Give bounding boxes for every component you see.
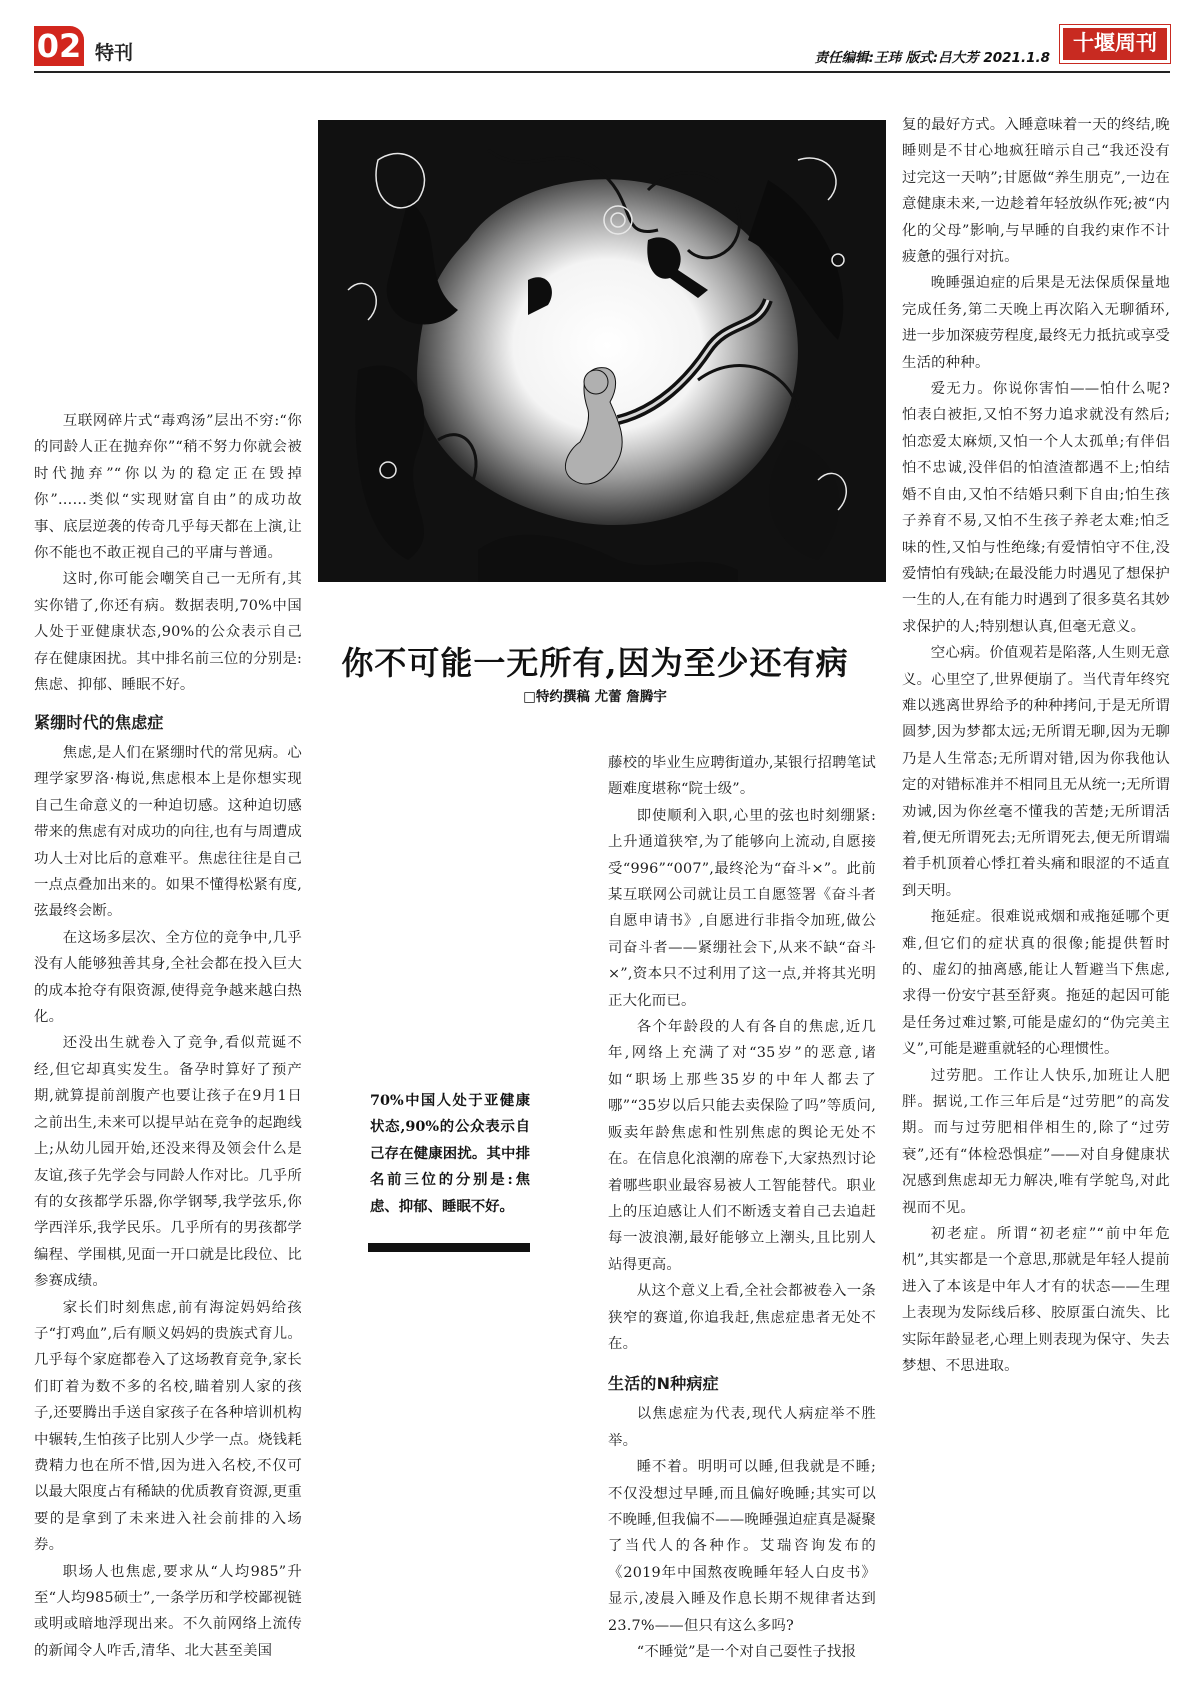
- col1-paragraph-2: 在这场多层次、全方位的竞争中,几乎没有人能够独善其身,全社会都在投入巨大的成本抢夺有限资源,使得竞争越来越白热化。: [34, 929, 302, 1026]
- col3-paragraph-3: 爱无力。你说你害怕——怕什么呢?怕表白被拒,又怕不努力追求就没有然后;怕恋爱太麻烦,又怕一个人太孤单;有伴侣怕不忠诚,没伴侣的怕渣渣都遇不上;怕结婚不自由,又怕不结婚只剩下自由;怕生孩子养育不易,又怕不生孩子养老太难;怕乏味的性,又怕与性绝缘;有爱情怕守不住,没爱情怕有残缺;在最没能力时遇见了想保护一生的人,在有能力时遇到了很多莫名其妙求保护的人;特别想认真,但毫无意义。: [902, 381, 1170, 635]
- section-heading-anxiety: 紧绷时代的焦虑症: [34, 713, 164, 732]
- column-2: [608, 750, 876, 1665]
- column-3: [902, 112, 1170, 1380]
- pull-quote-bar: [368, 1243, 530, 1252]
- section-heading-symptoms: 生活的N种病症: [608, 1374, 719, 1394]
- col2-paragraph-1: 藤校的毕业生应聘街道办,某银行招聘笔试题难度堪称“院士级”。: [608, 755, 876, 798]
- col3-paragraph-7: 初老症。所谓“初老症”“前中年危机”,其实都是一个意思,那就是年轻人提前进入了本该是中年人才有的状态——生理上表现为发际线后移、胶原蛋白流失、比实际年龄显老,心理上则表现为保守、失去梦想、不思进取。: [902, 1226, 1170, 1375]
- col1-paragraph-5: 职场人也焦虑,要求从“人均985”升至“人均985硕士”,一条学历和学校鄙视链或明或暗地浮现出来。不久前网络上流传的新闻令人咋舌,清华、北大甚至美国: [34, 1563, 302, 1659]
- illustration-graphic: [318, 120, 886, 582]
- pull-quote: 70%中国人处于亚健康状态,90%的公众表示自己存在健康困扰。其中排名前三位的分别是:焦虑、抑郁、睡眠不好。: [370, 1092, 530, 1215]
- col2-paragraph-3: 各个年龄段的人有各自的焦虑,近几年,网络上充满了对“35岁”的恶意,诸如“职场上那些35岁的中年人都去了哪”“35岁以后只能去卖保险了吗”等质问,贩卖年龄焦虑和性别焦虑的舆论无处不在。在信息化浪潮的席卷下,大家热烈讨论着哪些职业最容易被人工智能替代。职业上的压迫感让人们不断透支着自己去追赶每一波浪潮,最好能够立上潮头,且比别人站得更高。: [608, 1019, 876, 1273]
- col1-paragraph-1: 焦虑,是人们在紧绷时代的常见病。心理学家罗洛·梅说,焦虑根本上是你想实现自己生命意义的一种迫切感。这种迫切感带来的焦虑有对成功的向往,也有与周遭成功人士对比后的意难平。焦虑往往是自己一点点叠加出来的。如果不懂得松紧有度,弦最终会断。: [34, 745, 302, 920]
- col2-paragraph-2: 即使顺利入职,心里的弦也时刻绷紧:上升通道狭窄,为了能够向上流动,自愿接受“996”“007”,最终沦为“奋斗×”。此前某互联网公司就让员工自愿签署《奋斗者自愿申请书》,自愿进行非指令加班,做公司奋斗者——紧绷社会下,从来不缺“奋斗×”,资本只不过利用了这一点,并将其光明正大化而已。: [608, 807, 876, 1009]
- column-1: [34, 710, 302, 1664]
- col3-paragraph-4: 空心病。价值观若是陷落,人生则无意义。心里空了,世界便崩了。当代青年终究难以逃离世界给予的种种拷问,于是无所谓圆梦,因为梦都太远;无所谓无聊,因为无聊乃是人生常态;无所谓对错,因为你我他认定的对错标准并不相同且无从统一;无所谓劝诫,因为你丝毫不懂我的苦楚;无所谓活着,便无所谓死去;无所谓死去,便无所谓端着手机顶着心悸扛着头痛和眼涩的不适直到天明。: [902, 645, 1170, 899]
- col2-paragraph-7: “不睡觉”是一个对自己耍性子找报: [636, 1644, 857, 1660]
- article-byline: □特约撰稿 尤蕾 詹腾宇: [523, 689, 667, 705]
- col3-paragraph-1: 复的最好方式。入睡意味着一天的终结,晚睡则是不甘心地疯狂暗示自己“我还没有过完这一天呐”;甘愿做“养生朋克”,一边在意健康未来,一边趁着年轻放纵作死;被“内化的父母”影响,与早睡的自我约束作不计疲惫的强行对抗。: [902, 117, 1170, 266]
- col1-paragraph-3: 还没出生就卷入了竞争,看似荒诞不经,但它却真实发生。备孕时算好了预产期,就算提前剖腹产也要让孩子在9月1日之前出生,未来可以提早站在竞争的起跑线上;从幼儿园开始,还没来得及领会什么是友谊,孩子先学会与同龄人作对比。几乎所有的女孩都学乐器,你学钢琴,我学弦乐,你学西洋乐,我学民乐。几乎所有的男孩都学编程、学围棋,见面一开口就是比段位、比参赛成绩。: [34, 1035, 302, 1290]
- article-headline: 你不可能一无所有,因为至少还有病: [341, 644, 849, 682]
- col1-paragraph-4: 家长们时刻焦虑,前有海淀妈妈给孩子“打鸡血”,后有顺义妈妈的贵族式育儿。几乎每个家庭都卷入了这场教育竞争,家长们盯着为数不多的名校,瞄着别人家的孩子,还要腾出手送自家孩子在各种培训机构中辗转,生怕孩子比别人少学一点。烧钱耗费精力也在所不惜,因为进入名校,不仅可以最大限度占有稀缺的优质教育资源,更重要的是拿到了未来进入社会前排的入场券。: [34, 1299, 302, 1554]
- col2-paragraph-5: 以焦虑症为代表,现代人病症举不胜举。: [608, 1406, 876, 1449]
- col2-paragraph-4: 从这个意义上看,全社会都被卷入一条狭窄的赛道,你追我赶,焦虑症患者无处不在。: [608, 1283, 876, 1352]
- article-illustration: [318, 120, 886, 582]
- column-1-top: [34, 408, 302, 698]
- col3-paragraph-2: 晚睡强迫症的后果是无法保质保量地完成任务,第二天晚上再次陷入无聊循环,进一步加深疲劳程度,最终无力抵抗或享受生活的种种。: [902, 275, 1170, 371]
- col3-paragraph-5: 拖延症。很难说戒烟和戒拖延哪个更难,但它们的症状真的很像;能提供暂时的、虚幻的抽离感,能让人暂避当下焦虑,求得一份安宁甚至舒爽。拖延的起因可能是任务过难过繁,可能是虚幻的“伪完美主义”,可能是避重就轻的心理惯性。: [902, 909, 1170, 1058]
- col3-paragraph-6: 过劳肥。工作让人快乐,加班让人肥胖。据说,工作三年后是“过劳肥”的高发期。而与过劳肥相伴相生的,除了“过劳衰”,还有“体检恐惧症”——对自身健康状况感到焦虑却无力解决,唯有学鸵鸟,对此视而不见。: [902, 1067, 1170, 1216]
- editor-credit-line: 责任编辑:王玮 版式:吕大芳 2021.1.8: [814, 50, 1050, 66]
- page-number: 02: [34, 26, 84, 66]
- header-rule: [34, 71, 1170, 73]
- section-title: 特刊: [95, 42, 134, 64]
- col2-paragraph-6: 睡不着。明明可以睡,但我就是不睡;不仅没想过早睡,而且偏好晚睡;其实可以不晚睡,但我偏不——晚睡强迫症真是凝聚了当代人的各种作。艾瑞咨询发布的《2019年中国熬夜晚睡年轻人白皮书》显示,凌晨入睡及作息长期不规律者达到23.7%——但只有这么多吗?: [608, 1459, 876, 1634]
- intro-paragraph-1: 互联网碎片式“毒鸡汤”层出不穷:“你的同龄人正在抛弃你”“稍不努力你就会被时代抛弃”“你以为的稳定正在毁掉你”……类似“实现财富自由”的成功故事、底层逆袭的传奇几乎每天都在上演,让你不能也不敢正视自己的平庸与普通。: [34, 413, 302, 562]
- masthead-logo: 十堰周刊: [1060, 25, 1170, 63]
- intro-paragraph-2: 这时,你可能会嘲笑自己一无所有,其实你错了,你还有病。数据表明,70%中国人处于亚健康状态,90%的公众表示自己存在健康困扰。其中排名前三位的分别是:焦虑、抑郁、睡眠不好。: [34, 571, 302, 694]
